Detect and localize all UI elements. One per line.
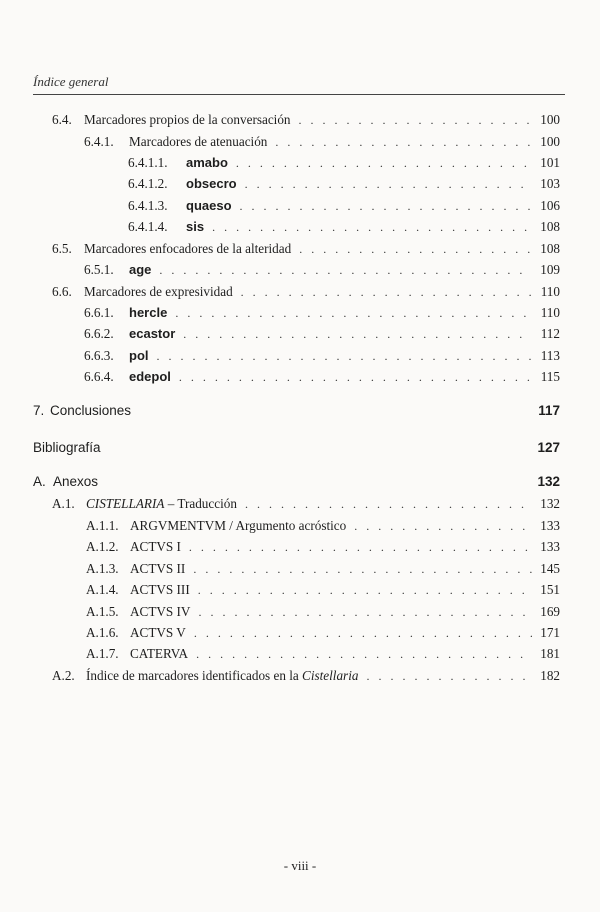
toc-entry-a-1[interactable] — [52, 496, 560, 514]
toc-number: 6.4.1.2. — [128, 176, 168, 191]
toc-leader-dots — [299, 242, 532, 257]
toc-title: ecastor — [129, 326, 176, 341]
toc-page-number: 113 — [540, 348, 560, 363]
toc-leader-dots — [179, 370, 532, 385]
toc-title: obsecro — [186, 176, 237, 191]
toc-leader-dots — [245, 497, 532, 512]
toc-leader-dots — [198, 605, 532, 620]
toc-leader-dots — [240, 199, 532, 214]
toc-title: Anexos — [53, 474, 99, 489]
toc-entry-6-6-3[interactable] — [84, 348, 560, 366]
toc-number: 6.6.2. — [84, 326, 114, 341]
toc-number: A.1.2. — [86, 539, 119, 554]
toc-entry-a-1-4[interactable] — [86, 582, 560, 600]
toc-title: ACTVS III — [130, 582, 190, 597]
toc-leader-dots — [175, 306, 532, 321]
toc-title: amabo — [186, 155, 228, 170]
toc-entry-6-4-1-1[interactable] — [128, 155, 560, 173]
toc-leader-dots — [183, 327, 532, 342]
toc-title: ARGVMENTVM / Argumento acróstico — [130, 518, 347, 533]
toc-title-italic: Cistellaria — [302, 668, 359, 683]
toc-number: A.1. — [52, 496, 75, 511]
toc-leader-dots — [157, 349, 533, 364]
toc-number: 6.4. — [52, 112, 72, 127]
toc-leader-dots — [354, 519, 532, 534]
toc-page-number: 109 — [540, 262, 560, 277]
toc-leader-dots — [236, 156, 532, 171]
toc-title: ACTVS I — [130, 539, 181, 554]
toc-chapter-bibliografia[interactable] — [33, 440, 560, 458]
toc-number: 6.5.1. — [84, 262, 114, 277]
toc-page-number: 132 — [540, 496, 560, 511]
toc-entry-6-6-4[interactable] — [84, 369, 560, 387]
toc-number: 6.5. — [52, 241, 72, 256]
toc-number: A.1.1. — [86, 518, 119, 533]
toc-leader-dots — [159, 263, 532, 278]
running-header: Índice general — [33, 74, 109, 89]
toc-page-number: 182 — [540, 668, 560, 683]
toc-leader-dots — [275, 135, 532, 150]
page-number-footer: - viii - — [283, 858, 317, 873]
toc-entry-6-4-1-2[interactable] — [128, 176, 560, 194]
toc-entry-a-1-5[interactable] — [86, 604, 560, 622]
toc-number: A.1.4. — [86, 582, 119, 597]
toc-title: Marcadores propios de la conversación — [84, 112, 291, 127]
toc-number: A.1.3. — [86, 561, 119, 576]
toc-page-number: 106 — [540, 198, 560, 213]
toc-number: A.1.7. — [86, 646, 119, 661]
toc-entry-6-4-1[interactable] — [84, 134, 560, 152]
toc-number: 6.4.1.1. — [128, 155, 168, 170]
toc-title: edepol — [129, 369, 171, 384]
toc-number: A.1.6. — [86, 625, 119, 640]
toc-page-number: 100 — [540, 112, 560, 127]
toc-leader-dots — [245, 177, 532, 192]
toc-entry-a-1-3[interactable] — [86, 561, 560, 579]
toc-leader-dots — [366, 669, 532, 684]
toc-title: Marcadores de atenuación — [129, 134, 268, 149]
toc-title: Marcadores de expresividad — [84, 284, 233, 299]
toc-number: A.2. — [52, 668, 75, 683]
toc-title: Marcadores enfocadores de la alteridad — [84, 241, 292, 256]
toc-page-number: 108 — [540, 219, 560, 234]
toc-leader-dots — [193, 562, 532, 577]
toc-number: 6.4.1.4. — [128, 219, 168, 234]
toc-number: 6.6.1. — [84, 305, 114, 320]
toc-entry-6-5[interactable] — [52, 241, 560, 259]
toc-page-number: 100 — [540, 134, 560, 149]
toc-entry-a-1-6[interactable] — [86, 625, 560, 643]
toc-leader-dots — [194, 626, 532, 641]
toc-entry-6-4-1-3[interactable] — [128, 198, 560, 216]
toc-title: sis — [186, 219, 205, 234]
toc-number: 6.4.1. — [84, 134, 114, 149]
toc-title: Bibliografía — [33, 440, 101, 455]
toc-title: hercle — [129, 305, 168, 320]
toc-title: ACTVS V — [130, 625, 186, 640]
toc-title: quaeso — [186, 198, 232, 213]
toc-chapter-anexos[interactable] — [33, 474, 560, 492]
toc-title-suffix: – Traducción — [164, 496, 237, 511]
toc-leader-dots — [196, 647, 532, 662]
toc-page-number: 169 — [540, 604, 560, 619]
toc-page-number: 181 — [540, 646, 560, 661]
toc-entry-6-4-1-4[interactable] — [128, 219, 560, 237]
toc-number: 6.6.3. — [84, 348, 114, 363]
toc-leader-dots — [189, 540, 532, 555]
toc-chapter-7[interactable] — [33, 403, 560, 421]
toc-leader-dots — [299, 113, 532, 128]
toc-entry-a-1-1[interactable] — [86, 518, 560, 536]
toc-entry-a-2[interactable] — [52, 668, 560, 686]
toc-page-number: 133 — [540, 518, 560, 533]
toc-title: Conclusiones — [50, 403, 132, 418]
toc-page-number: 117 — [538, 403, 560, 418]
toc-page-number: 112 — [540, 326, 560, 341]
toc-number: A. — [33, 474, 46, 489]
toc-number: 6.6.4. — [84, 369, 114, 384]
toc-page-number: 145 — [540, 561, 560, 576]
toc-page-number: 110 — [540, 305, 560, 320]
toc-page-number: 115 — [540, 369, 560, 384]
toc-page-number: 101 — [540, 155, 560, 170]
toc-entry-6-6[interactable] — [52, 284, 560, 302]
toc-title: CISTELLARIA — [86, 496, 165, 511]
toc-entry-a-1-7[interactable] — [86, 646, 560, 664]
toc-number: 6.6. — [52, 284, 72, 299]
toc-page-number: 127 — [537, 440, 560, 455]
toc-leader-dots — [241, 285, 532, 300]
toc-entry-6-5-1[interactable] — [84, 262, 560, 280]
toc-number: 7. — [33, 403, 45, 418]
toc-leader-dots — [212, 220, 532, 235]
toc-leader-dots — [198, 583, 532, 598]
toc-page-number: 171 — [540, 625, 560, 640]
toc-title: ACTVS IV — [130, 604, 191, 619]
toc-entry-a-1-2[interactable] — [86, 539, 560, 557]
toc-page-number: 108 — [540, 241, 560, 256]
toc-title: ACTVS II — [130, 561, 186, 576]
toc-entry-6-6-1[interactable] — [84, 305, 560, 323]
toc-title: pol — [129, 348, 149, 363]
toc-page-number: 103 — [540, 176, 560, 191]
toc-page-number: 151 — [540, 582, 560, 597]
toc-number: 6.4.1.3. — [128, 198, 168, 213]
toc-title: CATERVA — [130, 646, 189, 661]
toc-title: age — [129, 262, 152, 277]
toc-page-number: 132 — [537, 474, 560, 489]
toc-entry-6-6-2[interactable] — [84, 326, 560, 344]
toc-number: A.1.5. — [86, 604, 119, 619]
toc-entry-6-4[interactable] — [52, 112, 560, 130]
toc-page-number: 110 — [540, 284, 560, 299]
toc-title: Índice de marcadores identificados en la — [86, 668, 303, 683]
toc-page-number: 133 — [540, 539, 560, 554]
